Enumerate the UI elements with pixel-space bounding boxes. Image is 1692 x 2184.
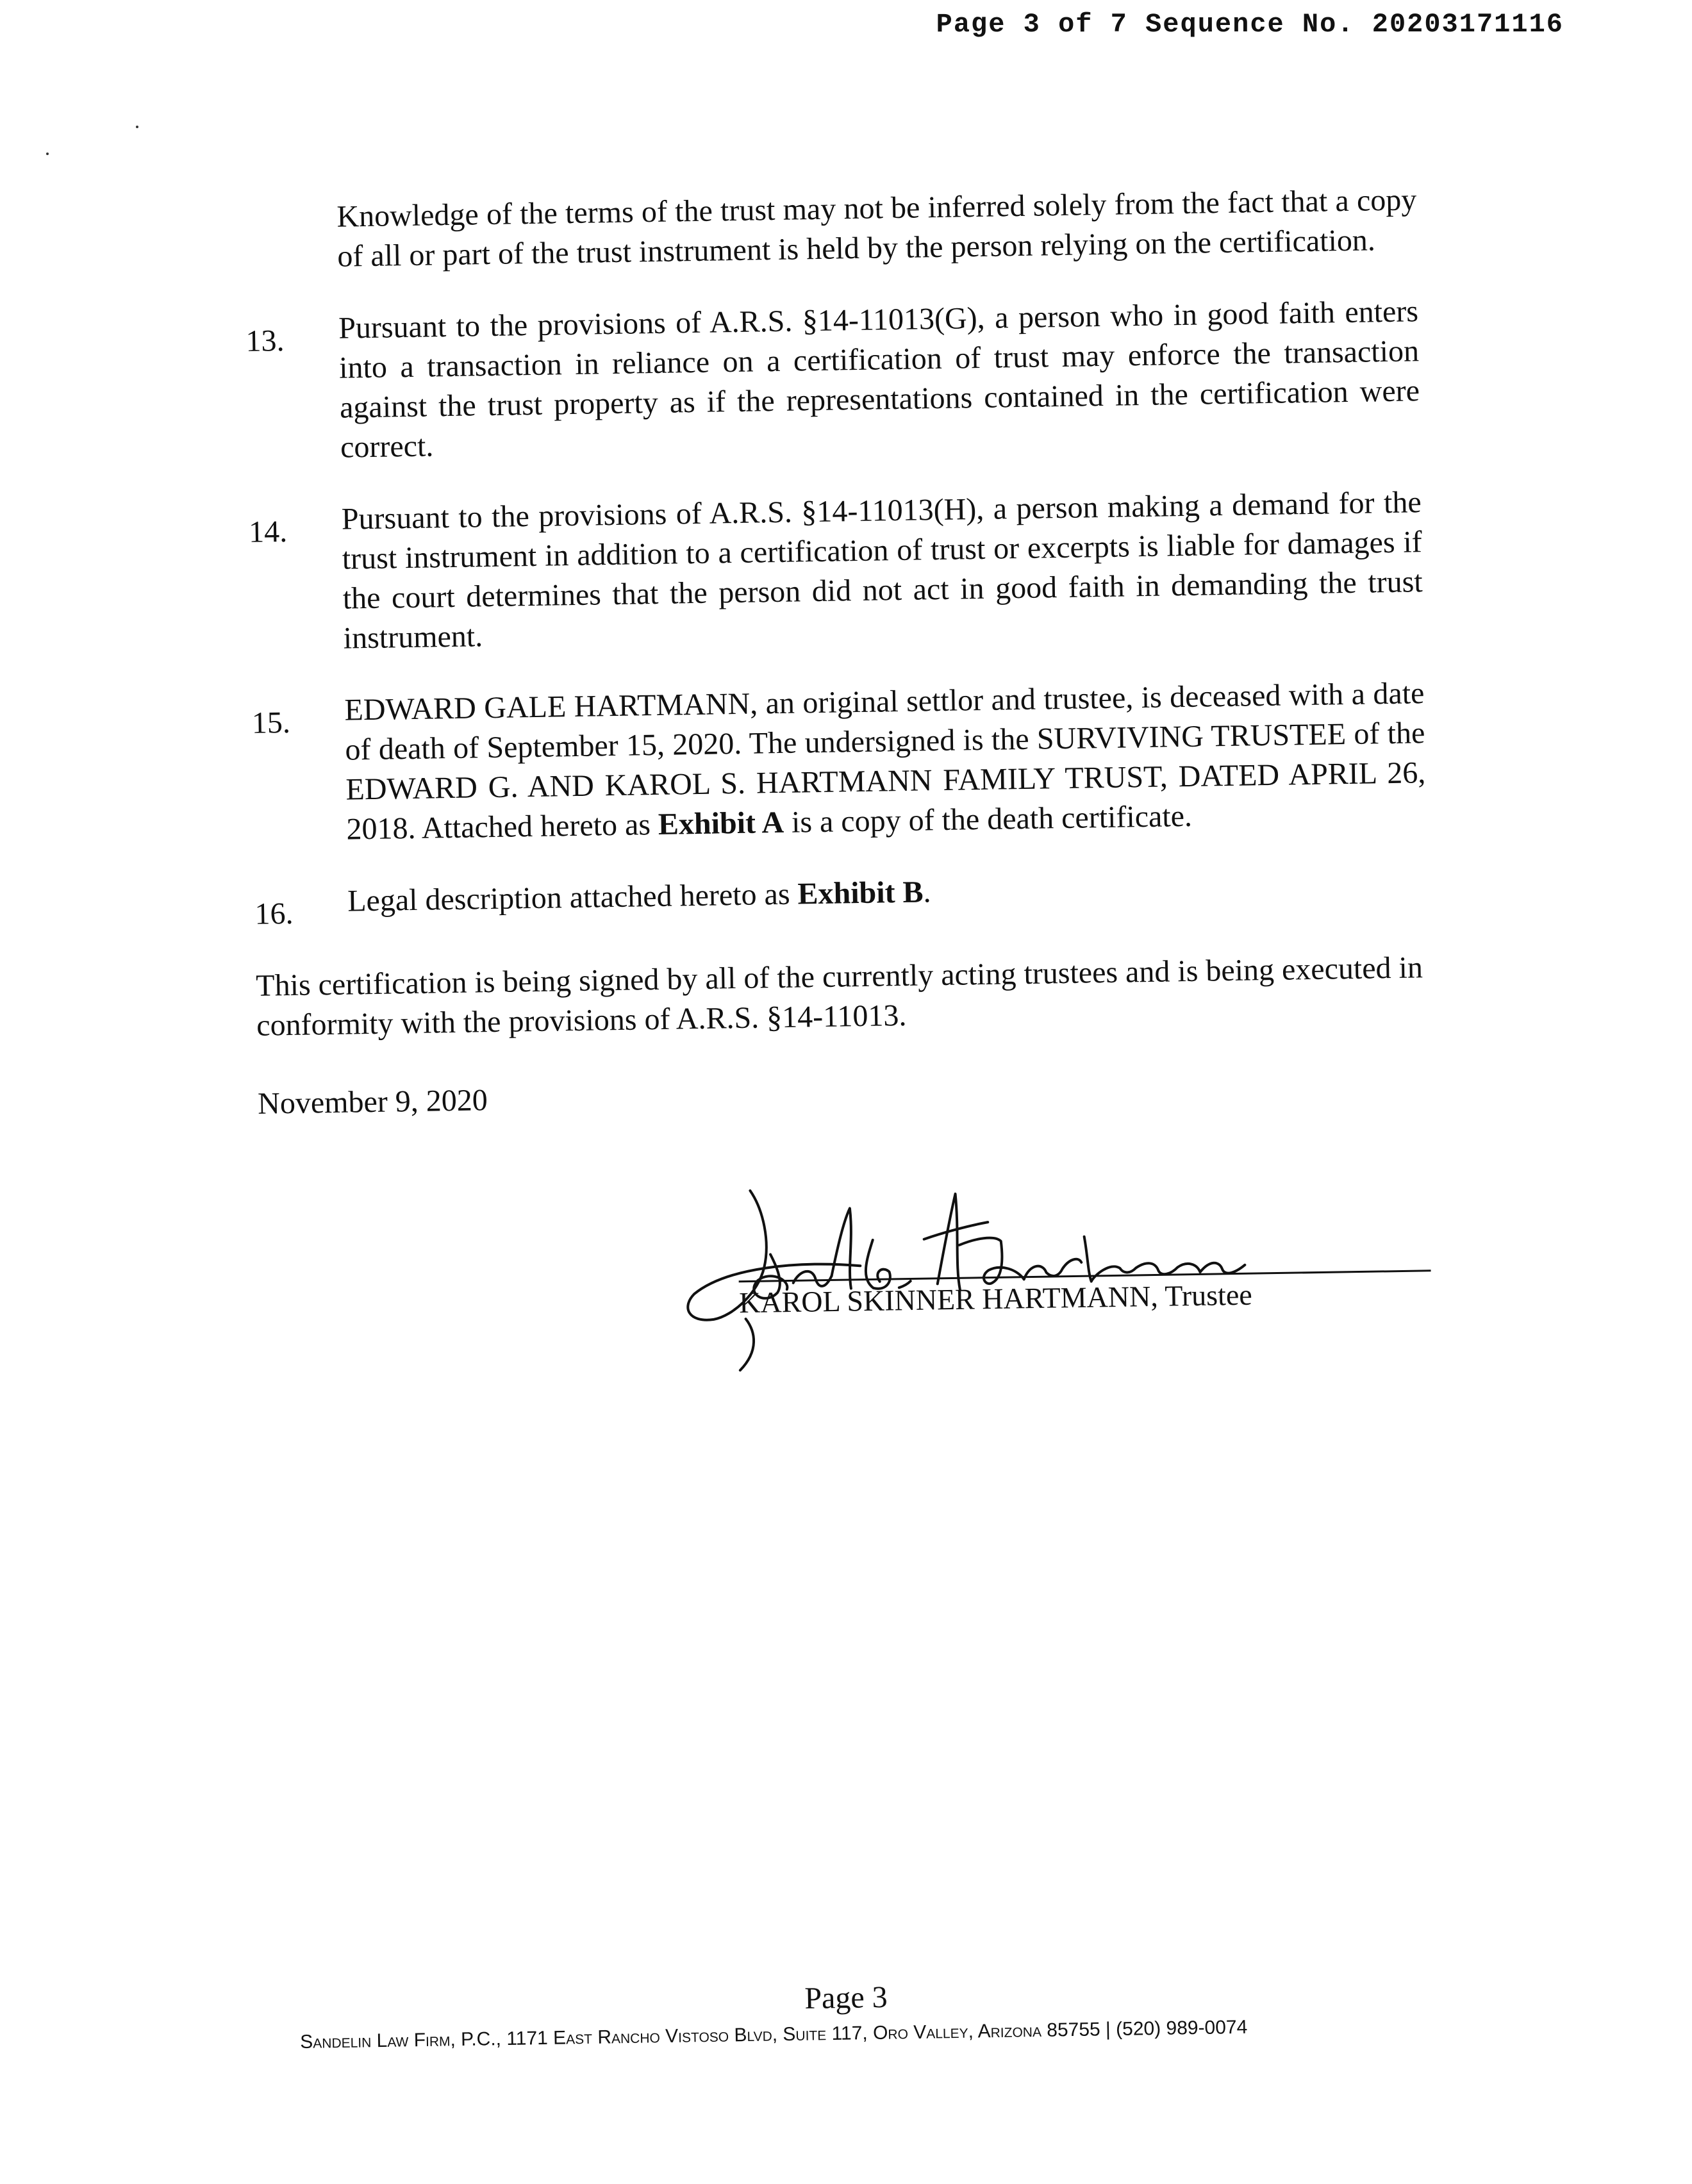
- item-text-part: EDWARD GALE HARTMANN, an original settlor and trustee, is deceased with a date of death of September 15, 2020. The undersigned is the SURVIVING TRUSTEE of the EDWARD G. AND KAROL S. HARTMANN FAMILY TRUST, DATED APRIL 26, 2018. Attached hereto as: [344, 676, 1426, 847]
- sequence-header: Page 3 of 7 Sequence No. 20203171116: [936, 9, 1564, 40]
- document-body: [244, 180, 1431, 1124]
- item-text: [344, 674, 1427, 849]
- numbered-item-14: [248, 483, 1423, 660]
- law-firm-footer: Sandelin Law Firm, P.C., 1171 East Rancho Vistoso Blvd, Suite 117, Oro Valley, Arizona 85755 | (520) 989-0074: [300, 2016, 1248, 2053]
- item-text: Pursuant to the provisions of A.R.S. §14-11013(G), a person who in good faith enters into a transaction in reliance on a certification of trust may enforce the transaction against the trust property as if the representations contained in the certification were correct.: [338, 294, 1420, 465]
- signer-name: KAROL SKINNER HARTMANN, Trustee: [738, 1278, 1253, 1320]
- item-number: 14.: [248, 514, 288, 549]
- item-text-part: is a copy of the death certificate.: [783, 798, 1193, 840]
- item-text: Pursuant to the provisions of A.R.S. §14-11013(H), a person making a demand for the trust instrument in addition to a certification of trust or excerpts is liable for damages if the court determines that the person did not act in good faith in demanding the trust instrument.: [341, 485, 1423, 656]
- item-text-part: Legal description attached hereto as: [347, 877, 798, 918]
- scan-speck: [46, 153, 49, 155]
- scan-speck: [136, 126, 138, 128]
- continuation-paragraph: Knowledge of the terms of the trust may not be inferred solely from the fact that a copy of all or part of the trust instrument is held by the person relying on the certification.: [336, 183, 1417, 274]
- item-number: 16.: [254, 896, 294, 931]
- page-number: Page 3: [804, 1980, 888, 2016]
- numbered-item-15: [251, 674, 1427, 851]
- item-text-part: .: [923, 875, 931, 909]
- closing-paragraph: This certification is being signed by all of the currently acting trustees and is being executed in conformity with the provisions of A.R.S. §14-11013.: [255, 950, 1423, 1043]
- item-number: 15.: [251, 705, 291, 740]
- signature-block: [667, 1161, 1439, 1391]
- numbered-item-16: [254, 864, 1428, 934]
- signing-date: November 9, 2020: [257, 1083, 488, 1121]
- numbered-item-13: [245, 292, 1421, 469]
- item-number: 13.: [245, 324, 285, 358]
- item-text: [347, 864, 1428, 932]
- exhibit-a-label: Exhibit A: [658, 805, 784, 841]
- exhibit-b-label: Exhibit B: [797, 875, 924, 911]
